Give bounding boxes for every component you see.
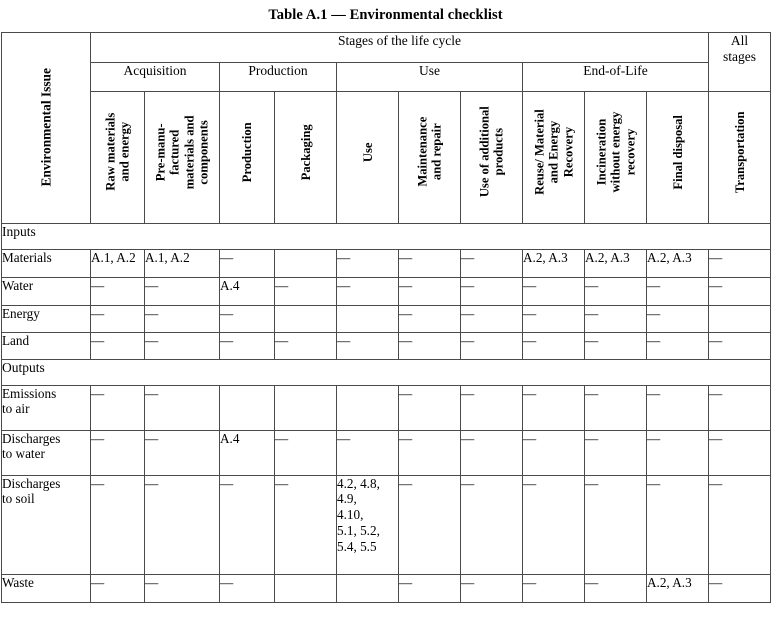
cell: — [709,574,771,602]
cell: — [585,277,647,305]
cell: — [399,574,461,602]
cell: — [91,430,145,475]
section-header-row [2,359,771,385]
cell: A.4 [220,430,275,475]
cell: — [399,332,461,359]
header-col-label: Incineration without energy recovery [593,111,637,193]
table-row [2,332,771,359]
section-title-outputs: Outputs [2,359,771,385]
cell: — [461,385,523,430]
cell: — [337,277,399,305]
cell [337,385,399,430]
cell: — [220,305,275,332]
cell: — [461,332,523,359]
cell: — [145,332,220,359]
cell: — [220,475,275,574]
header-group-acquisition: Acquisition [91,62,220,91]
cell: — [647,475,709,574]
cell: — [523,332,585,359]
table-row [2,574,771,602]
table-row [2,249,771,277]
header-col-label: Raw materials and energy [103,113,132,191]
cell: — [461,305,523,332]
row-label-water: Water [2,277,91,305]
cell: A.2, A.3 [647,574,709,602]
cell-use-discharges-to-soil: 4.2, 4.8, 4.9, 4.10, 5.1, 5.2, 5.4, 5.5 [337,475,399,574]
cell: — [461,249,523,277]
row-label-emissions-to-air: Emissions to air [2,385,91,430]
cell: — [275,277,337,305]
header-environmental-issue-label: Environmental Issue [38,68,54,187]
header-group-production: Production [220,62,337,91]
header-col-label: Final disposal [670,114,685,190]
cell: A.2, A.3 [523,249,585,277]
table-row [2,305,771,332]
header-stages-of-life-cycle: Stages of the life cycle [91,32,709,62]
cell: — [461,277,523,305]
cell: — [145,277,220,305]
table-row [2,475,771,574]
cell: — [399,385,461,430]
cell: — [145,475,220,574]
cell: — [647,385,709,430]
header-col-label: Pre-manu- factured materials and components [153,115,211,189]
cell: — [220,332,275,359]
header-col-label: Production [239,122,254,182]
header-col-label: Packaging [298,124,313,180]
cell: — [91,332,145,359]
cell: — [709,277,771,305]
cell: — [585,475,647,574]
table-body [2,223,771,602]
cell [337,574,399,602]
table-row [2,430,771,475]
cell: A.4 [220,277,275,305]
header-group-use: Use [337,62,523,91]
cell: — [523,574,585,602]
cell: — [399,277,461,305]
header-row-top [2,32,771,62]
header-group-end-of-life: End-of-Life [523,62,709,91]
cell: A.1, A.2 [145,249,220,277]
header-col-label: Transportation [732,111,747,193]
cell: — [145,385,220,430]
table-head [2,32,771,223]
header-col-label: Reuse/ Material and Energy Recovery [531,109,575,195]
cell: A.2, A.3 [585,249,647,277]
cell: — [275,475,337,574]
table-row [2,385,771,430]
cell: — [709,430,771,475]
cell: — [709,249,771,277]
cell: — [91,305,145,332]
cell: — [91,475,145,574]
cell: — [647,430,709,475]
row-label-waste: Waste [2,574,91,602]
header-col-label: Maintenance and repair [415,117,444,187]
cell [275,305,337,332]
table-row [2,277,771,305]
cell: — [275,430,337,475]
cell: — [399,475,461,574]
row-label-energy: Energy [2,305,91,332]
row-label-discharges-to-water: Discharges to water [2,430,91,475]
cell: — [647,332,709,359]
cell: A.2, A.3 [647,249,709,277]
cell: — [647,305,709,332]
header-col-label: Use [360,142,375,162]
cell [275,249,337,277]
cell: — [220,574,275,602]
cell: — [145,430,220,475]
cell: — [145,305,220,332]
section-title-inputs: Inputs [2,223,771,249]
cell: — [585,305,647,332]
header-all-stages: All stages [709,32,771,91]
cell: — [709,385,771,430]
cell [275,574,337,602]
section-header-row [2,223,771,249]
cell [337,305,399,332]
cell [220,385,275,430]
cell: — [523,430,585,475]
header-row-columns [2,91,771,223]
header-col-label: Use of additional products [477,106,506,198]
cell: A.1, A.2 [91,249,145,277]
cell: — [461,574,523,602]
environmental-checklist-table [1,32,771,603]
cell [709,305,771,332]
table-caption: Table A.1 — Environmental checklist [268,7,503,23]
cell: — [337,249,399,277]
cell: — [523,385,585,430]
row-label-land: Land [2,332,91,359]
cell: — [709,475,771,574]
cell: — [145,574,220,602]
row-label-discharges-to-soil: Discharges to soil [2,475,91,574]
cell: — [337,332,399,359]
cell: — [461,475,523,574]
cell: — [585,385,647,430]
cell: — [523,277,585,305]
cell: — [647,277,709,305]
cell: — [585,574,647,602]
cell: — [399,305,461,332]
cell [275,385,337,430]
cell: — [399,430,461,475]
cell: — [91,385,145,430]
cell: — [91,277,145,305]
cell: — [523,305,585,332]
cell: — [399,249,461,277]
cell: — [337,430,399,475]
cell: — [585,430,647,475]
cell: — [91,574,145,602]
cell: — [275,332,337,359]
cell: — [461,430,523,475]
cell: — [220,249,275,277]
cell: — [709,332,771,359]
row-label-materials: Materials [2,249,91,277]
cell: — [585,332,647,359]
cell: — [523,475,585,574]
header-col-transportation [709,91,771,223]
